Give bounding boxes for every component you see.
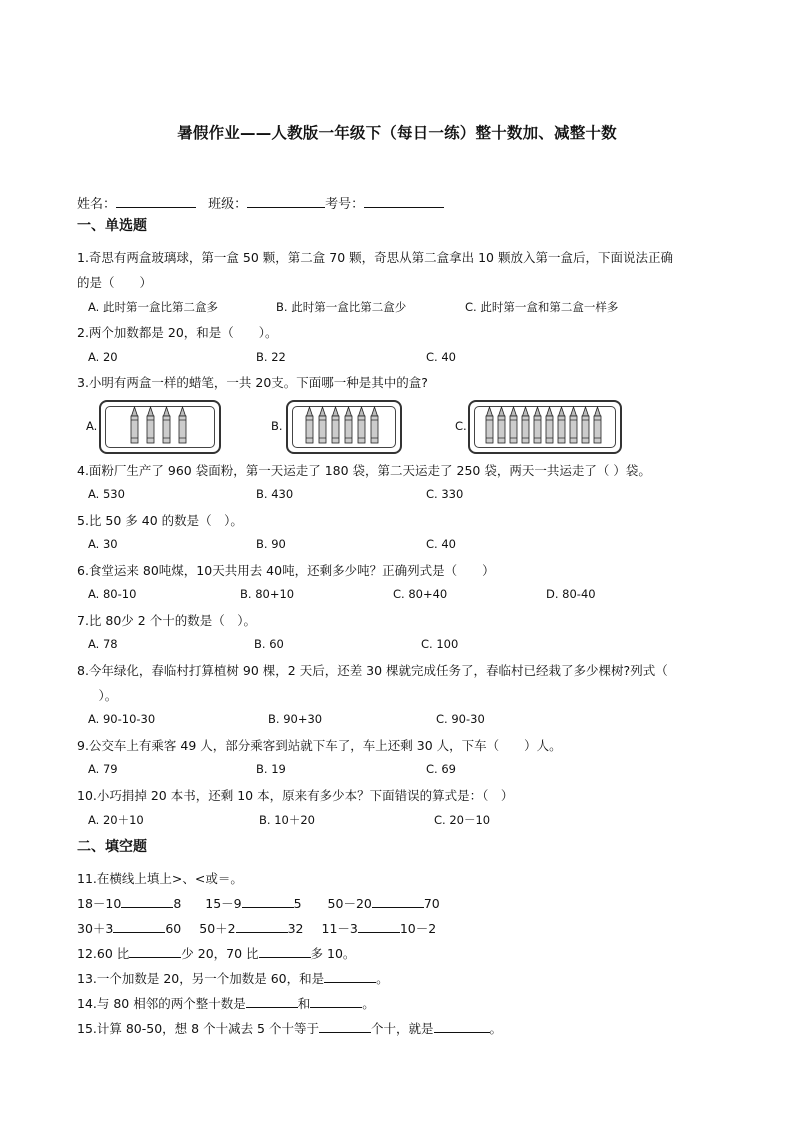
q6-option-b[interactable]: B. 80+10 xyxy=(240,587,295,601)
q6-option-d[interactable]: D. 80-40 xyxy=(546,587,596,601)
exam-label: 考号： xyxy=(325,197,365,212)
q11-r2-val-b: 32 xyxy=(287,921,304,936)
q15-part-3: 。 xyxy=(489,1021,503,1036)
crayon-icon xyxy=(521,406,530,444)
q8-option-b[interactable]: B. 90+30 xyxy=(268,712,323,726)
crayon-box-a[interactable] xyxy=(99,400,221,454)
q11-r2-val-c: 10－2 xyxy=(399,921,437,936)
q4-option-a[interactable]: A. 530 xyxy=(88,487,125,501)
q8-option-a[interactable]: A. 90-10-30 xyxy=(88,712,156,726)
question-1-line1: 1.奇思有两盒玻璃球，第一盒 50 颗，第二盒 70 颗，奇思从第二盒拿出 10 颗放入第一盒后，下面说法正确 xyxy=(77,250,673,265)
q7-option-a[interactable]: A. 78 xyxy=(88,637,118,651)
crayon-icon xyxy=(305,406,314,444)
q9-option-c[interactable]: C. 69 xyxy=(426,762,456,776)
q1-option-c[interactable]: C. 此时第一盒和第二盒一样多 xyxy=(465,300,619,314)
q11-r1-blank-b[interactable] xyxy=(242,895,294,908)
q11-r2-expr-c: 11－3 xyxy=(321,921,358,936)
crayon-icon xyxy=(318,406,327,444)
q11-r2-expr-b: 50＋2 xyxy=(199,921,236,936)
q10-option-c[interactable]: C. 20－10 xyxy=(434,813,491,827)
q5-option-a[interactable]: A. 30 xyxy=(88,537,118,551)
crayon-icon xyxy=(357,406,366,444)
q11-r1-val-b: 5 xyxy=(293,896,302,911)
question-4: 4.面粉厂生产了 960 袋面粉，第一天运走了 180 袋，第二天运走了 250 袋，两天一共运走了（ ）袋。 xyxy=(77,463,651,478)
q4-option-b[interactable]: B. 430 xyxy=(256,487,294,501)
class-field[interactable] xyxy=(247,194,325,208)
crayon-icon xyxy=(569,406,578,444)
q15-blank-1[interactable] xyxy=(319,1020,371,1033)
crayon-icon xyxy=(581,406,590,444)
q13-part-1: 13.一个加数是 20，另一个加数是 60，和是 xyxy=(77,971,325,986)
section-single-choice: 一、单选题 xyxy=(77,218,147,234)
q7-option-b[interactable]: B. 60 xyxy=(254,637,284,651)
section-fill-blank: 二、填空题 xyxy=(77,839,147,855)
q5-option-c[interactable]: C. 40 xyxy=(426,537,456,551)
q11-r1-blank-a[interactable] xyxy=(121,895,173,908)
student-info-row xyxy=(77,193,444,212)
q14-blank-2[interactable] xyxy=(310,995,362,1008)
q10-option-b[interactable]: B. 10＋20 xyxy=(259,813,315,827)
q11-r1-val-c: 70 xyxy=(423,896,440,911)
q1-option-a[interactable]: A. 此时第一盒比第二盒多 xyxy=(88,300,218,314)
q8-option-c[interactable]: C. 90-30 xyxy=(436,712,485,726)
q9-option-b[interactable]: B. 19 xyxy=(256,762,286,776)
q11-r2-val-a: 60 xyxy=(165,921,182,936)
q3-option-b[interactable]: B. xyxy=(271,419,283,433)
exam-number-field[interactable] xyxy=(364,194,444,208)
question-11: 11.在横线上填上>、<或＝。 xyxy=(77,871,243,886)
crayon-icon xyxy=(344,406,353,444)
crayon-icon xyxy=(545,406,554,444)
q11-r2-blank-a[interactable] xyxy=(113,920,165,933)
crayon-icon xyxy=(162,406,171,444)
question-3: 3.小明有两盒一样的蜡笔，一共 20支。下面哪一种是其中的盒? xyxy=(77,375,428,390)
question-2: 2.两个加数都是 20，和是（ ）。 xyxy=(77,325,278,340)
q12-part-2: 少 20，70 比 xyxy=(181,946,259,961)
question-9: 9.公交车上有乘客 49 人，部分乘客到站就下车了，车上还剩 30 人，下车（ ）人。 xyxy=(77,738,562,753)
question-15 xyxy=(77,1019,502,1037)
crayon-icon xyxy=(130,406,139,444)
crayon-box-b[interactable] xyxy=(286,400,402,454)
q12-part-1: 12.60 比 xyxy=(77,946,130,961)
crayon-icon xyxy=(509,406,518,444)
q7-option-c[interactable]: C. 100 xyxy=(421,637,459,651)
q11-r1-expr-c: 50－20 xyxy=(327,896,372,911)
q11-r2-blank-c[interactable] xyxy=(358,920,400,933)
crayon-icon xyxy=(533,406,542,444)
q6-option-c[interactable]: C. 80+40 xyxy=(393,587,448,601)
q1-option-b[interactable]: B. 此时第一盒比第二盒少 xyxy=(276,300,407,314)
q15-part-2: 个十，就是 xyxy=(370,1021,434,1036)
question-13 xyxy=(77,969,389,987)
q12-blank-2[interactable] xyxy=(259,945,311,958)
name-label: 姓名： xyxy=(77,197,117,212)
crayon-icon xyxy=(485,406,494,444)
question-8-line1: 8.今年绿化，春临村打算植树 90 棵，2 天后，还差 30 棵就完成任务了，春临村已经栽了多少棵树?列式（ xyxy=(77,663,668,678)
q11-r1-expr-b: 15－9 xyxy=(205,896,242,911)
question-1-line2: 的是（ ） xyxy=(77,275,153,290)
q11-r2-blank-b[interactable] xyxy=(236,920,288,933)
q14-part-2: 和 xyxy=(297,996,311,1011)
question-12 xyxy=(77,944,355,962)
q11-row-2 xyxy=(77,919,436,937)
question-8-line2: ）。 xyxy=(86,688,118,703)
crayon-box-c[interactable] xyxy=(468,400,622,454)
crayon-icon xyxy=(593,406,602,444)
question-5: 5.比 50 多 40 的数是（ ）。 xyxy=(77,513,243,528)
q15-part-1: 15.计算 80-50，想 8 个十减去 5 个十等于 xyxy=(77,1021,319,1036)
q14-blank-1[interactable] xyxy=(246,995,298,1008)
crayon-icon xyxy=(146,406,155,444)
q11-r1-blank-c[interactable] xyxy=(372,895,424,908)
page-title: 暑假作业——人教版一年级下（每日一练）整十数加、减整十数 xyxy=(177,124,617,142)
name-field[interactable] xyxy=(116,194,196,208)
q10-option-a[interactable]: A. 20＋10 xyxy=(88,813,144,827)
q3-option-a[interactable]: A. xyxy=(86,419,98,433)
question-7: 7.比 80少 2 个十的数是（ ）。 xyxy=(77,613,256,628)
q14-part-3: 。 xyxy=(362,996,375,1011)
q11-r1-expr-a: 18－10 xyxy=(77,896,122,911)
q5-option-b[interactable]: B. 90 xyxy=(256,537,286,551)
crayon-box-a-tray xyxy=(105,406,215,448)
crayon-icon xyxy=(178,406,187,444)
q11-r2-expr-a: 30＋3 xyxy=(77,921,114,936)
question-10: 10.小巧捐掉 20 本书，还剩 10 本，原来有多少本？下面错误的算式是：（ ） xyxy=(77,788,514,803)
q13-blank[interactable] xyxy=(324,970,376,983)
q6-option-a[interactable]: A. 80-10 xyxy=(88,587,137,601)
q9-option-a[interactable]: A. 79 xyxy=(88,762,118,776)
q3-option-c[interactable]: C. xyxy=(455,419,467,433)
q12-blank-1[interactable] xyxy=(129,945,181,958)
q14-part-1: 14.与 80 相邻的两个整十数是 xyxy=(77,996,246,1011)
q2-option-b[interactable]: B. 22 xyxy=(256,350,286,364)
crayon-icon xyxy=(370,406,379,444)
crayon-icon xyxy=(331,406,340,444)
q11-row-1 xyxy=(77,894,440,912)
q15-blank-2[interactable] xyxy=(434,1020,490,1033)
q12-part-3: 多 10。 xyxy=(310,946,356,961)
question-14 xyxy=(77,994,375,1012)
q2-option-c[interactable]: C. 40 xyxy=(426,350,456,364)
crayon-icon xyxy=(497,406,506,444)
q4-option-c[interactable]: C. 330 xyxy=(426,487,464,501)
q11-r1-val-a: 8 xyxy=(173,896,182,911)
q2-option-a[interactable]: A. 20 xyxy=(88,350,118,364)
crayon-icon xyxy=(557,406,566,444)
question-6: 6.食堂运来 80吨煤，10天共用去 40吨，还剩多少吨？正确列式是（ ） xyxy=(77,563,495,578)
q13-part-2: 。 xyxy=(376,971,389,986)
class-label: 班级： xyxy=(208,197,248,212)
